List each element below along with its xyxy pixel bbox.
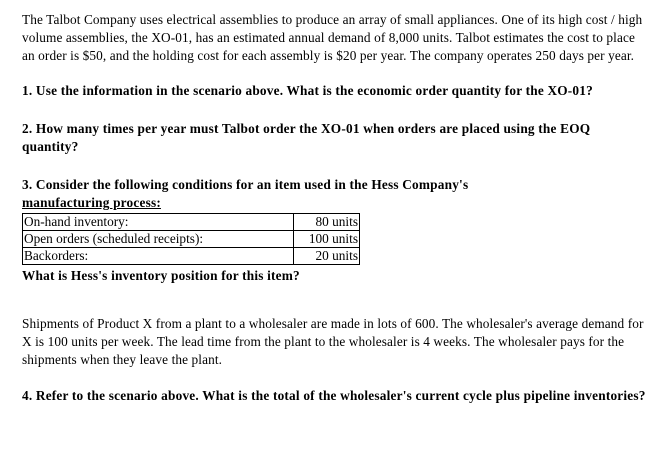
backorders-value: 20 units: [294, 247, 360, 264]
inventory-conditions-table: [22, 213, 360, 265]
question-2: 2. How many times per year must Talbot order the XO-01 when orders are placed using the EOQ quantity?: [22, 120, 591, 155]
open-orders-value: 100 units: [294, 230, 360, 247]
backorders-label: Backorders:: [23, 247, 294, 264]
question-3-intro: [22, 176, 648, 212]
on-hand-inventory-value: 80 units: [294, 213, 360, 230]
product-x-scenario-text: Shipments of Product X from a plant to a wholesaler are made in lots of 600. The wholesaler's average demand for X is 100 units per week. The lead time from the plant to the wholesaler is 4 weeks. The wholesaler pays for the shipments when they leave the plant.: [22, 315, 644, 368]
open-orders-label: Open orders (scheduled receipts):: [23, 230, 294, 247]
question-3-intro-line-2: manufacturing process:: [22, 195, 161, 211]
on-hand-inventory-label: On-hand inventory:: [23, 213, 294, 230]
table-row: [23, 213, 360, 230]
document-page: [22, 11, 648, 406]
question-3: [22, 176, 648, 285]
talbot-scenario-text: The Talbot Company uses electrical assemblies to produce an array of small appliances. One of its high cost / high volume assemblies, the XO-01, has an estimated annual demand of 8,000 units. Talbot estimates the cost to place an order is $50, and the holding cost for each assembly is $20 per year. The company operates 250 days per year.: [22, 12, 643, 64]
question-3-prompt: What is Hess's inventory position for this item?: [22, 267, 300, 283]
question-4: 4. Refer to the scenario above. What is the total of the wholesaler's current cycle plus pipeline inventories?: [22, 388, 646, 404]
table-row: [23, 247, 360, 264]
table-row: [23, 230, 360, 247]
question-3-intro-line-1: 3. Consider the following conditions for an item used in the Hess Company's: [22, 177, 469, 193]
question-1: 1. Use the information in the scenario above. What is the economic order quantity for the XO-01?: [22, 82, 593, 98]
